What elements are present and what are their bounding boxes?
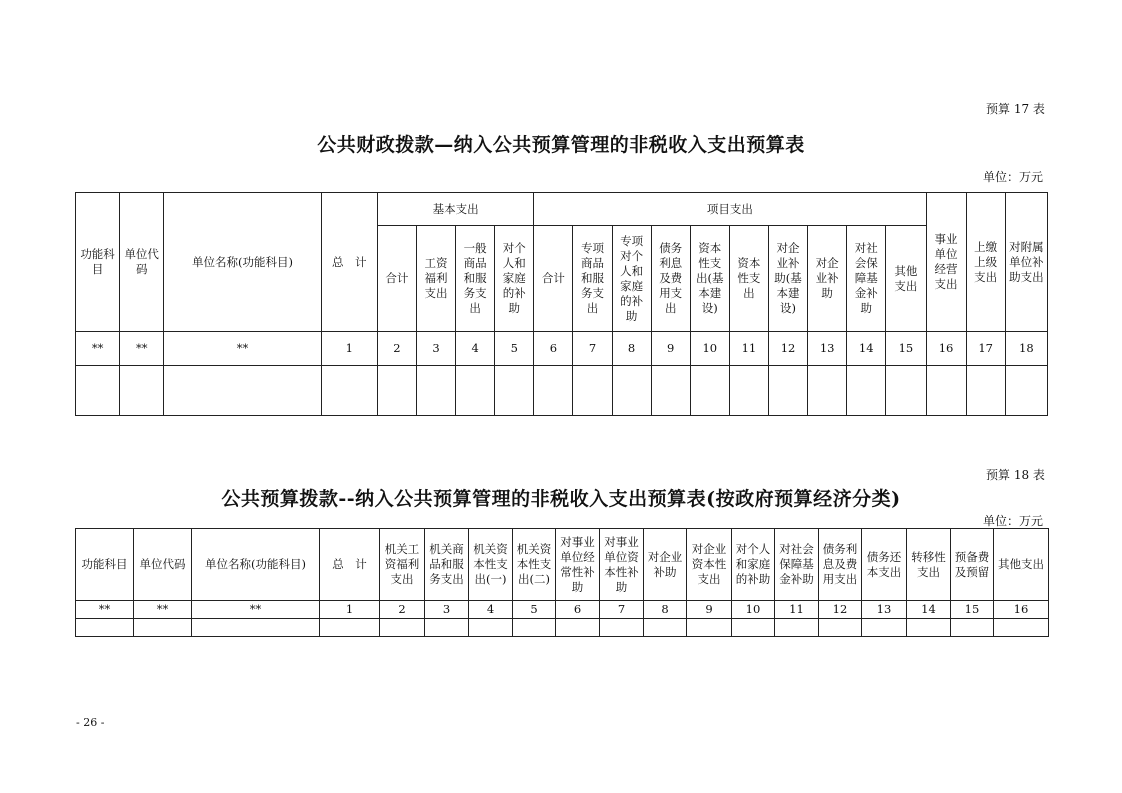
table17-unit: 单位：万元 [983, 170, 1044, 184]
index-cell: 9 [687, 601, 732, 619]
index-cell: 8 [644, 601, 687, 619]
index-cell: 15 [886, 332, 926, 366]
header-cell: 功能科目 [76, 529, 134, 601]
index-cell: 16 [926, 332, 966, 366]
index-cell: ** [76, 332, 120, 366]
header-project-4: 资本性支出(基本建设) [690, 226, 729, 332]
header-project-2: 专项对个人和家庭的补助 [612, 226, 651, 332]
index-cell: 13 [808, 332, 847, 366]
header-basic-2: 一般商品和服务支出 [456, 226, 495, 332]
index-cell: 7 [600, 601, 644, 619]
header-cell: 总 计 [320, 529, 380, 601]
index-cell: ** [76, 601, 134, 619]
header-project-5: 资本性支出 [729, 226, 768, 332]
index-cell: 6 [556, 601, 600, 619]
header-project-9: 其他支出 [886, 226, 926, 332]
header-cell: 其他支出 [994, 529, 1049, 601]
header-project-group: 项目支出 [534, 193, 926, 226]
table17-title: 公共财政拨款—纳入公共预算管理的非税收入支出预算表 [317, 134, 805, 156]
header-cell: 预备费及预留 [951, 529, 994, 601]
header-cell: 单位代码 [134, 529, 192, 601]
header-project-8: 对社会保障基金补助 [847, 226, 886, 332]
table18-title: 公共预算拨款--纳入公共预算管理的非税收入支出预算表(按政府预算经济分类) [221, 488, 901, 510]
index-cell: ** [120, 332, 164, 366]
header-unit-code: 单位代码 [120, 193, 164, 332]
header-cell: 机关商品和服务支出 [425, 529, 469, 601]
header-cell: 单位名称(功能科目) [192, 529, 320, 601]
header-cell: 机关资本性支出(一) [469, 529, 513, 601]
header-project-6: 对企业补助(基本建设) [768, 226, 807, 332]
index-cell: 3 [425, 601, 469, 619]
header-cell: 机关工资福利支出 [380, 529, 425, 601]
index-cell: ** [134, 601, 192, 619]
index-cell: 11 [729, 332, 768, 366]
header-total: 总 计 [321, 193, 377, 332]
header-unit-name: 单位名称(功能科目) [164, 193, 321, 332]
index-cell: 12 [768, 332, 807, 366]
header-tail-1: 上缴上级支出 [966, 193, 1005, 332]
index-cell: 10 [732, 601, 775, 619]
index-cell: 5 [513, 601, 556, 619]
header-basic-1: 工资福利支出 [416, 226, 455, 332]
index-cell: 16 [994, 601, 1049, 619]
index-cell: 4 [456, 332, 495, 366]
header-project-3: 债务利息及费用支出 [651, 226, 690, 332]
index-cell: 3 [416, 332, 455, 366]
index-cell: 6 [534, 332, 573, 366]
index-cell: 1 [320, 601, 380, 619]
header-cell: 对社会保障基金补助 [775, 529, 819, 601]
header-basic-0: 合计 [377, 226, 416, 332]
header-project-0: 合计 [534, 226, 573, 332]
header-cell: 转移性支出 [907, 529, 951, 601]
header-cell: 债务利息及费用支出 [819, 529, 862, 601]
index-cell: 7 [573, 332, 612, 366]
header-cell: 对事业单位经常性补助 [556, 529, 600, 601]
index-cell: ** [164, 332, 321, 366]
table17-empty-row [76, 366, 1048, 416]
header-cell: 机关资本性支出(二) [513, 529, 556, 601]
index-cell: ** [192, 601, 320, 619]
table18-header-row [76, 529, 1049, 601]
header-project-7: 对企业补助 [808, 226, 847, 332]
index-cell: 17 [966, 332, 1005, 366]
header-tail-2: 对附属单位补助支出 [1005, 193, 1047, 332]
index-cell: 15 [951, 601, 994, 619]
index-cell: 8 [612, 332, 651, 366]
index-cell: 2 [380, 601, 425, 619]
index-cell: 18 [1005, 332, 1047, 366]
table17-code: 预算 17 表 [986, 102, 1045, 116]
index-cell: 14 [847, 332, 886, 366]
index-cell: 12 [819, 601, 862, 619]
header-func-subject: 功能科目 [76, 193, 120, 332]
index-cell: 5 [495, 332, 534, 366]
header-cell: 债务还本支出 [862, 529, 907, 601]
table18-empty-row [76, 619, 1049, 637]
header-project-1: 专项商品和服务支出 [573, 226, 612, 332]
index-cell: 11 [775, 601, 819, 619]
page-number: - 26 - [76, 716, 105, 729]
table18-code: 预算 18 表 [986, 468, 1045, 482]
header-cell: 对企业补助 [644, 529, 687, 601]
table17 [75, 192, 1048, 416]
table18-index-row [76, 601, 1049, 619]
header-tail-0: 事业单位经营支出 [926, 193, 966, 332]
header-basic-3: 对个人和家庭的补助 [495, 226, 534, 332]
index-cell: 1 [321, 332, 377, 366]
header-cell: 对企业资本性支出 [687, 529, 732, 601]
header-cell: 对个人和家庭的补助 [732, 529, 775, 601]
header-basic-group: 基本支出 [377, 193, 533, 226]
index-cell: 13 [862, 601, 907, 619]
index-cell: 2 [377, 332, 416, 366]
table18-unit: 单位：万元 [983, 514, 1044, 528]
table18 [75, 528, 1049, 637]
index-cell: 14 [907, 601, 951, 619]
header-cell: 对事业单位资本性补助 [600, 529, 644, 601]
index-cell: 4 [469, 601, 513, 619]
index-cell: 10 [690, 332, 729, 366]
index-cell: 9 [651, 332, 690, 366]
table17-index-row [76, 332, 1048, 366]
